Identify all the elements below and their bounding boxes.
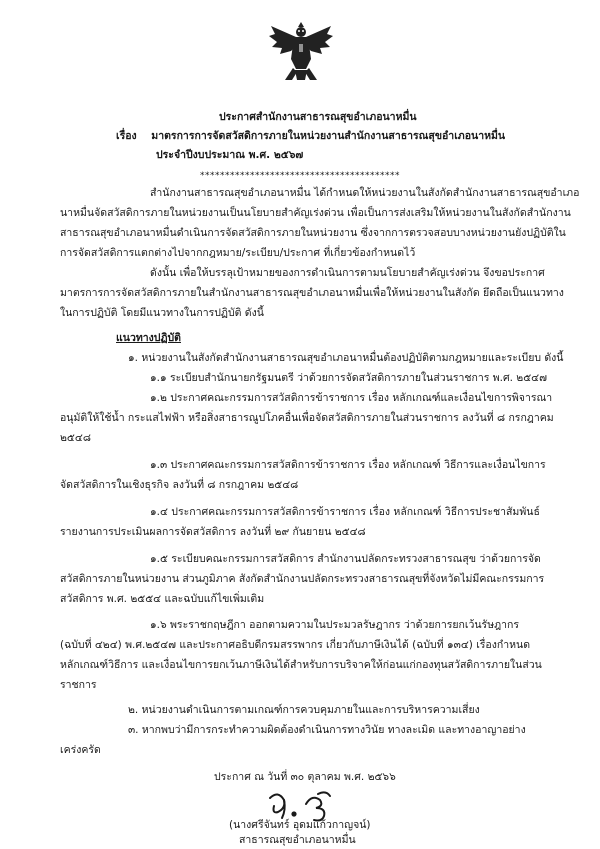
guideline-subitem-cont: สวัสดิการภายในหน่วยงาน ส่วนภูมิภาค สังกัดสำนักงานปลัดกระทรวงสาธารณสุขที่จังหวัดไม่มีคณะกรรมการ <box>60 573 545 585</box>
guideline-subitem-cont: ๒๕๔๘ <box>60 432 91 444</box>
guideline-item: ๒. หน่วยงานดำเนินการตามเกณฑ์การควบคุมภายในและการบริหารความเสี่ยง <box>128 704 480 716</box>
intro-line: ในการปฏิบัติ โดยมีแนวทางในการปฏิบัติ ดังนี้ <box>60 307 264 319</box>
guideline-item: ๑. หน่วยงานในสังกัดสำนักงานสาธารณสุขอำเภอนาหมื่นต้องปฏิบัติตามกฎหมายและระเบียบ ดังนี้ <box>128 352 564 364</box>
guideline-subitem: ๑.๓ ประกาศคณะกรรมการสวัสดิการข้าราชการ เรื่อง หลักเกณฑ์ วิธีการและเงื่อนไขการ <box>150 459 546 471</box>
intro-line: มาตรการการจัดสวัสดิการภายในสำนักงานสาธารณสุขอำเภอนาหมื่นเพื่อให้หน่วยงานในสังกัด ยึดถือเป็นแนวทาง <box>60 287 564 299</box>
guideline-subitem: ๑.๑ ระเบียบสำนักนายกรัฐมนตรี ว่าด้วยการจัดสวัสดิการภายในส่วนราชการ พ.ศ. ๒๕๔๗ <box>150 372 548 384</box>
fiscal-year: ประจำปีงบประมาณ พ.ศ. ๒๕๖๗ <box>156 149 304 161</box>
signer-name: (นางศรีจันทร์ อุดมแก้วกาญจน์) <box>229 819 371 831</box>
guideline-item-cont: เคร่งครัด <box>60 744 101 756</box>
guideline-subitem-cont: (ฉบับที่ ๔๒๔) พ.ศ.๒๕๔๗ และประกาศอธิบดีกรมสรรพากร เกี่ยวกับภาษีเงินได้ (ฉบับที่ ๑๓๔) เรื่องกำหนด <box>60 639 531 651</box>
separator: **************************************** <box>200 171 400 181</box>
subject-line <box>116 129 505 144</box>
announcement-title: ประกาศสำนักงานสาธารณสุขอำเภอนาหมื่น <box>219 111 417 123</box>
guideline-subitem: ๑.๒ ประกาศคณะกรรมการสวัสดิการข้าราชการ เรื่อง หลักเกณฑ์และเงื่อนไขการพิจารณา <box>150 392 553 404</box>
guideline-subitem-cont: หลักเกณฑ์วิธีการ และเงื่อนไขการยกเว้นภาษีเงินได้สำหรับการบริจาคให้ก่อนแก่กองทุนสวัสดิการภายในส่วน <box>60 659 542 671</box>
guideline-subitem-cont: สวัสดิการ พ.ศ. ๒๕๕๔ และฉบับแก้ไขเพิ่มเติม <box>60 593 265 605</box>
intro-line: ดังนั้น เพื่อให้บรรลุเป้าหมายของการดำเนินการตามนโยบายสำคัญเร่งด่วน จึงขอประกาศ <box>150 267 545 279</box>
guideline-subitem-cont: ราชการ <box>60 679 97 691</box>
intro-line: นาหมื่นจัดสวัสดิการภายในหน่วยงานเป็นนโยบายสำคัญเร่งด่วน เพื่อเป็นการส่งเสริมให้หน่วยงานในสังกัดสำนักงาน <box>60 207 571 219</box>
intro-line: การจัดสวัสดิการแตกต่างไปจากกฎหมาย/ระเบียบ/ประกาศ ที่เกี่ยวข้องกำหนดไว้ <box>60 247 416 259</box>
intro-line: สาธารณสุขอำเภอนาหมื่นดำเนินการจัดสวัสดิการภายในหน่วยงาน ซึ่งจากการตรวจสอบบางหน่วยงานยังปฏิบัติใน <box>60 227 566 239</box>
subject-text: มาตรการการจัดสวัสดิการภายในหน่วยงานสำนักงานสาธารณสุขอำเภอนาหมื่น <box>151 130 506 142</box>
guideline-subitem: ๑.๖ พระราชกฤษฎีกา ออกตามความในประมวลรัษฎากร ว่าด้วยการยกเว้นรัษฎากร <box>150 619 520 631</box>
guideline-subitem: ๑.๔ ประกาศคณะกรรมการสวัสดิการข้าราชการ เรื่อง หลักเกณฑ์ วิธีการประชาสัมพันธ์ <box>150 506 540 518</box>
guideline-subitem: ๑.๕ ระเบียบคณะกรรมการสวัสดิการ สำนักงานปลัดกระทรวงสาธารณสุข ว่าด้วยการจัด <box>150 553 541 565</box>
guideline-subitem-cont: อนุมัติให้ใช้น้ำ กระแสไฟฟ้า หรือสิ่งสาธารณูปโภคอื่นเพื่อจัดสวัสดิการภายในส่วนราชการ ลงวันที่ ๘ กรกฎาคม <box>60 412 554 424</box>
guideline-subitem-cont: รายงานการประเมินผลการจัดสวัสดิการ ลงวันที่ ๒๙ กันยายน ๒๕๔๘ <box>60 526 366 538</box>
garuda-emblem-icon <box>266 18 336 86</box>
intro-line: สำนักงานสาธารณสุขอำเภอนาหมื่น ได้กำหนดให้หน่วยงานในสังกัดสำนักงานสาธารณสุขอำเภอ <box>150 187 580 199</box>
handwritten-signature <box>262 788 352 822</box>
guidelines-heading: แนวทางปฏิบัติ <box>116 332 181 344</box>
guideline-subitem-cont: จัดสวัสดิการในเชิงธุรกิจ ลงวันที่ ๘ กรกฎาคม ๒๕๔๘ <box>60 479 299 491</box>
guideline-item: ๓. หากพบว่ามีการกระทำความผิดต้องดำเนินการทางวินัย ทางละเมิด และทางอาญาอย่าง <box>128 724 526 736</box>
announcement-date: ประกาศ ณ วันที่ ๓๐ ตุลาคม พ.ศ. ๒๕๖๖ <box>214 771 396 783</box>
signer-title: สาธารณสุขอำเภอนาหมื่น <box>239 834 356 846</box>
subject-label: เรื่อง <box>116 130 137 142</box>
